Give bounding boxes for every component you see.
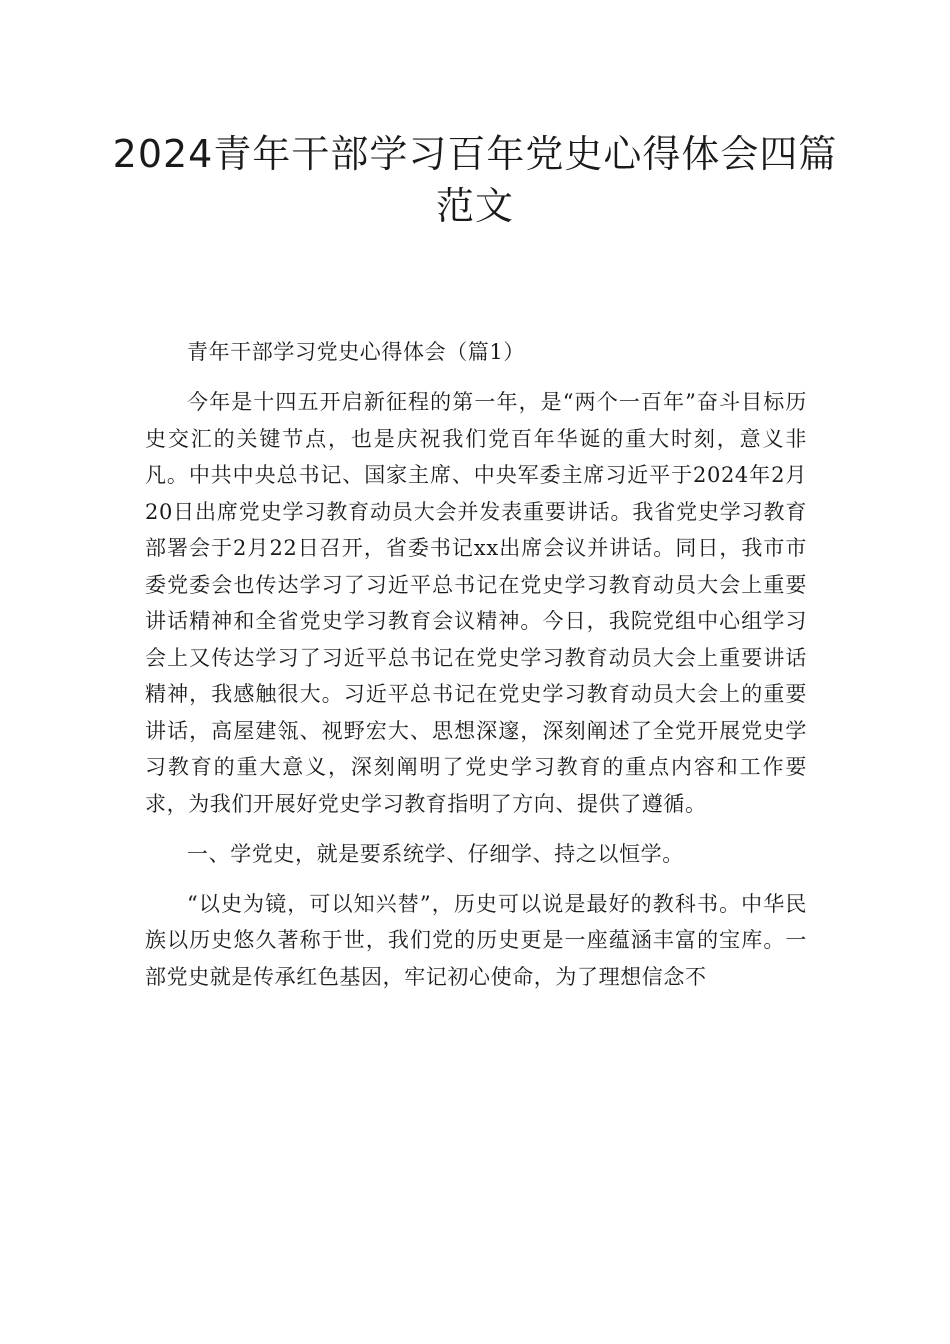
body-paragraph: 今年是十四五开启新征程的第一年，是“两个一百年”奋斗目标历史交汇的关键节点，也是庆祝我们党百年华诞的重大时刻，意义非凡。中共中央总书记、国家主席、中央军委主席习近平于2024年2月20日出席党史学习教育动员大会并发表重要讲话。我省党史学习教育部署会于2月22日召开，省委书记xx出席会议并讲话。同日，我市市委党委会也传达学习了习近平总书记在党史学习教育动员大会上重要讲话精神和全省党史学习教育会议精神。今日，我院党组中心组学习会上又传达学习了习近平总书记在党史学习教育动员大会上重要讲话精神，我感触很大。习近平总书记在党史学习教育动员大会上的重要讲话，高屋建瓴、视野宏大、思想深邃，深刻阐述了全党开展党史学习教育的重大意义，深刻阐明了党史学习教育的重点内容和工作要求，为我们开展好党史学习教育指明了方向、提供了遵循。 xyxy=(145,390,807,816)
body-paragraph: “以史为镜，可以知兴替”，历史可以说是最好的教科书。中华民族以历史悠久著称于世，我们党的历史更是一座蕴涵丰富的宝库。一部党史就是传承红色基因，牢记初心使命，为了理想信念不 xyxy=(145,891,807,989)
section-heading: 一、学党史，就是要系统学、仔细学、持之以恒学。 xyxy=(187,841,684,866)
document-body xyxy=(145,334,807,1009)
section-heading: 青年干部学习党史心得体会（篇1） xyxy=(187,340,525,364)
document-title: 2024青年干部学习百年党史心得体会四篇范文 xyxy=(112,132,838,228)
